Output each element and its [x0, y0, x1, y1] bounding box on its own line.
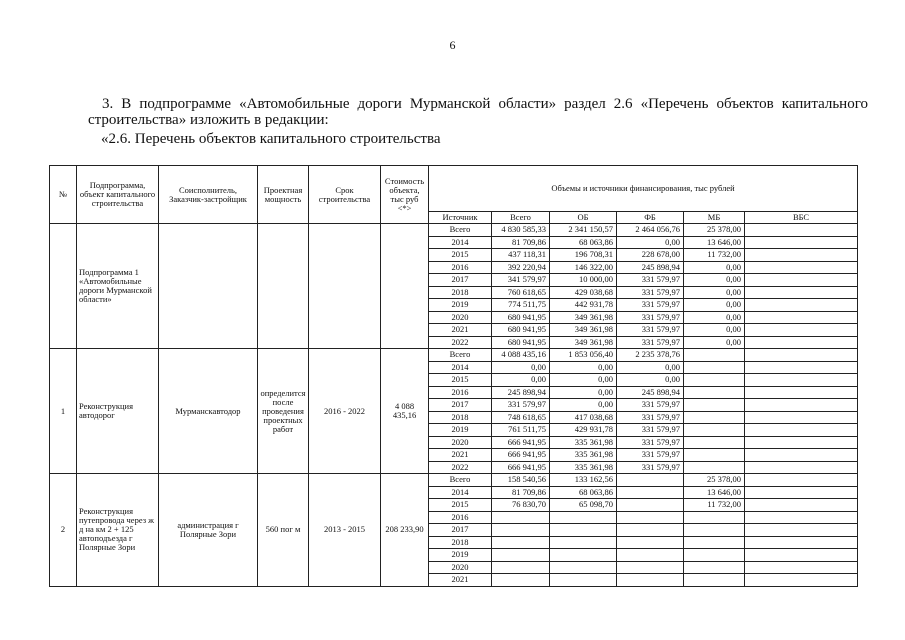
amount-cell: 68 063,86 [550, 236, 617, 249]
amount-cell: 349 361,98 [550, 336, 617, 349]
source-cell: 2016 [429, 511, 492, 524]
project-capacity [258, 224, 309, 349]
amount-cell [745, 436, 858, 449]
amount-cell [684, 349, 745, 362]
amount-cell: 0,00 [684, 324, 745, 337]
amount-cell [684, 449, 745, 462]
amount-cell: 680 941,95 [492, 336, 550, 349]
source-cell: 2017 [429, 274, 492, 287]
amount-cell: 4 830 585,33 [492, 224, 550, 237]
source-cell: 2016 [429, 261, 492, 274]
construction-period: 2013 - 2015 [309, 474, 381, 587]
amount-cell: 680 941,95 [492, 324, 550, 337]
amount-cell: 666 941,95 [492, 449, 550, 462]
source-cell: 2015 [429, 249, 492, 262]
executor-name: Мурманскавтодор [159, 349, 258, 474]
amount-cell: 331 579,97 [617, 449, 684, 462]
amount-cell: 4 088 435,16 [492, 349, 550, 362]
amount-cell [684, 511, 745, 524]
table-row [50, 474, 858, 487]
amount-cell [745, 411, 858, 424]
amount-cell: 0,00 [550, 386, 617, 399]
amount-cell [745, 286, 858, 299]
source-cell: 2014 [429, 486, 492, 499]
amount-cell [684, 549, 745, 562]
amount-cell [745, 474, 858, 487]
amount-cell: 331 579,97 [617, 436, 684, 449]
amount-cell [617, 474, 684, 487]
amount-cell [684, 574, 745, 587]
source-cell: 2018 [429, 536, 492, 549]
amount-cell: 25 378,00 [684, 224, 745, 237]
amount-cell [745, 311, 858, 324]
amount-cell [745, 549, 858, 562]
amount-cell: 0,00 [617, 361, 684, 374]
amount-cell: 0,00 [684, 311, 745, 324]
amount-cell: 76 830,70 [492, 499, 550, 512]
amount-cell: 68 063,86 [550, 486, 617, 499]
amount-cell: 13 646,00 [684, 236, 745, 249]
amendment-paragraph: 3. В подпрограмме «Автомобильные дороги Мурманской области» раздел 2.6 «Перечень объектов капитального строительства» изложить в редакции: [88, 96, 868, 128]
amount-cell: 0,00 [492, 361, 550, 374]
object-name: Реконструкция путепровода через ж д на км 2 + 125 автоподъезда г Полярные Зори [77, 474, 159, 587]
amount-cell: 392 220,94 [492, 261, 550, 274]
amount-cell: 331 579,97 [617, 336, 684, 349]
amount-cell: 146 322,00 [550, 261, 617, 274]
source-cell: 2019 [429, 424, 492, 437]
amount-cell: 331 579,97 [617, 461, 684, 474]
header-cost: Стоимость объекта, тыс руб <*> [381, 166, 429, 224]
amount-cell [745, 461, 858, 474]
amount-cell [492, 549, 550, 562]
amount-cell: 245 898,94 [617, 261, 684, 274]
source-cell: 2020 [429, 561, 492, 574]
source-cell: 2015 [429, 499, 492, 512]
amount-cell: 11 732,00 [684, 249, 745, 262]
source-cell: 2017 [429, 399, 492, 412]
amount-cell: 774 511,75 [492, 299, 550, 312]
amount-cell [684, 411, 745, 424]
amount-cell [492, 536, 550, 549]
amount-cell: 133 162,56 [550, 474, 617, 487]
subheader-cell: ФБ [617, 212, 684, 224]
header-name: Подпрограмма, объект капитального строительства [77, 166, 159, 224]
amount-cell [684, 374, 745, 387]
amount-cell [492, 561, 550, 574]
amount-cell [684, 361, 745, 374]
amount-cell [684, 399, 745, 412]
amount-cell [684, 524, 745, 537]
header-period: Срок строительства [309, 166, 381, 224]
amount-cell: 0,00 [684, 274, 745, 287]
amount-cell: 2 464 056,76 [617, 224, 684, 237]
source-cell: 2018 [429, 286, 492, 299]
source-cell: 2022 [429, 336, 492, 349]
table-row [50, 224, 858, 237]
amount-cell: 429 931,78 [550, 424, 617, 437]
subheader-cell: Всего [492, 212, 550, 224]
amount-cell: 13 646,00 [684, 486, 745, 499]
amount-cell: 666 941,95 [492, 461, 550, 474]
amount-cell: 442 931,78 [550, 299, 617, 312]
amount-cell: 245 898,94 [492, 386, 550, 399]
subheader-cell: МБ [684, 212, 745, 224]
amount-cell [745, 386, 858, 399]
amount-cell: 331 579,97 [617, 424, 684, 437]
amount-cell [617, 486, 684, 499]
subheader-cell: ОБ [550, 212, 617, 224]
object-cost: 4 088 435,16 [381, 349, 429, 474]
amount-cell: 0,00 [684, 261, 745, 274]
amount-cell [617, 499, 684, 512]
executor-name: администрация г Полярные Зори [159, 474, 258, 587]
subheader-cell: Источник [429, 212, 492, 224]
amount-cell: 331 579,97 [492, 399, 550, 412]
amount-cell: 81 709,86 [492, 236, 550, 249]
amount-cell: 331 579,97 [617, 324, 684, 337]
amount-cell [684, 461, 745, 474]
amount-cell: 81 709,86 [492, 486, 550, 499]
amount-cell [550, 574, 617, 587]
amount-cell: 158 540,56 [492, 474, 550, 487]
header-capacity: Проектная мощность [258, 166, 309, 224]
source-cell: 2021 [429, 324, 492, 337]
construction-period [309, 224, 381, 349]
amount-cell [550, 536, 617, 549]
row-number: 2 [50, 474, 77, 587]
amount-cell [550, 524, 617, 537]
project-capacity: определится после проведения проектных работ [258, 349, 309, 474]
amount-cell: 10 000,00 [550, 274, 617, 287]
amount-cell: 437 118,31 [492, 249, 550, 262]
source-cell: 2021 [429, 574, 492, 587]
source-cell: 2020 [429, 436, 492, 449]
amount-cell [745, 249, 858, 262]
amount-cell [745, 274, 858, 287]
header-num: № [50, 166, 77, 224]
row-number [50, 224, 77, 349]
amount-cell [684, 561, 745, 574]
amount-cell [745, 574, 858, 587]
amount-cell [745, 486, 858, 499]
source-cell: Всего [429, 224, 492, 237]
amount-cell: 0,00 [550, 361, 617, 374]
row-number: 1 [50, 349, 77, 474]
amount-cell: 0,00 [684, 336, 745, 349]
amount-cell [745, 361, 858, 374]
header-funding: Объемы и источники финансирования, тыс рублей [429, 166, 858, 212]
amount-cell [617, 524, 684, 537]
amount-cell: 335 361,98 [550, 436, 617, 449]
source-cell: 2014 [429, 361, 492, 374]
amount-cell: 341 579,97 [492, 274, 550, 287]
amount-cell: 748 618,65 [492, 411, 550, 424]
source-cell: Всего [429, 349, 492, 362]
capital-construction-table [49, 165, 858, 587]
source-cell: 2017 [429, 524, 492, 537]
header-executor: Соисполнитель, Заказчик-застройщик [159, 166, 258, 224]
subheader-cell: ВБС [745, 212, 858, 224]
object-name: Подпрограмма 1 «Автомобильные дороги Мурманской области» [77, 224, 159, 349]
amount-cell [745, 236, 858, 249]
object-cost: 208 233,90 [381, 474, 429, 587]
amount-cell [617, 561, 684, 574]
amount-cell: 331 579,97 [617, 286, 684, 299]
amount-cell [492, 511, 550, 524]
amount-cell: 429 038,68 [550, 286, 617, 299]
amount-cell: 0,00 [492, 374, 550, 387]
amount-cell [745, 511, 858, 524]
amount-cell [745, 349, 858, 362]
amount-cell: 417 038,68 [550, 411, 617, 424]
amount-cell: 25 378,00 [684, 474, 745, 487]
amount-cell [684, 436, 745, 449]
amount-cell [492, 524, 550, 537]
amount-cell [745, 374, 858, 387]
amount-cell: 0,00 [617, 236, 684, 249]
source-cell: 2020 [429, 311, 492, 324]
amount-cell [745, 499, 858, 512]
section-title: «2.6. Перечень объектов капитального строительства [101, 131, 441, 147]
amount-cell [745, 224, 858, 237]
amount-cell [617, 574, 684, 587]
amount-cell: 0,00 [550, 399, 617, 412]
amount-cell [684, 536, 745, 549]
table-header-row [50, 166, 858, 212]
object-name: Реконструкция автодорог [77, 349, 159, 474]
source-cell: 2019 [429, 299, 492, 312]
amount-cell: 0,00 [550, 374, 617, 387]
amount-cell [745, 299, 858, 312]
amount-cell [745, 324, 858, 337]
source-cell: Всего [429, 474, 492, 487]
amount-cell: 0,00 [684, 299, 745, 312]
amount-cell: 0,00 [617, 374, 684, 387]
amount-cell: 196 708,31 [550, 249, 617, 262]
amount-cell: 331 579,97 [617, 311, 684, 324]
construction-period: 2016 - 2022 [309, 349, 381, 474]
amount-cell: 331 579,97 [617, 411, 684, 424]
amount-cell [745, 524, 858, 537]
source-cell: 2018 [429, 411, 492, 424]
amount-cell: 666 941,95 [492, 436, 550, 449]
amount-cell: 2 341 150,57 [550, 224, 617, 237]
object-cost [381, 224, 429, 349]
amount-cell: 331 579,97 [617, 274, 684, 287]
amount-cell [745, 261, 858, 274]
amount-cell [550, 549, 617, 562]
amount-cell [745, 424, 858, 437]
amount-cell: 245 898,94 [617, 386, 684, 399]
amount-cell: 331 579,97 [617, 299, 684, 312]
amount-cell: 11 732,00 [684, 499, 745, 512]
amount-cell: 0,00 [684, 286, 745, 299]
amount-cell: 760 618,65 [492, 286, 550, 299]
amount-cell: 761 511,75 [492, 424, 550, 437]
amount-cell: 349 361,98 [550, 311, 617, 324]
executor-name [159, 224, 258, 349]
amount-cell [684, 424, 745, 437]
source-cell: 2022 [429, 461, 492, 474]
table-row [50, 349, 858, 362]
source-cell: 2021 [429, 449, 492, 462]
source-cell: 2016 [429, 386, 492, 399]
amount-cell [684, 386, 745, 399]
amount-cell: 335 361,98 [550, 449, 617, 462]
amount-cell: 1 853 056,40 [550, 349, 617, 362]
amount-cell [745, 561, 858, 574]
amount-cell [550, 511, 617, 524]
source-cell: 2014 [429, 236, 492, 249]
amount-cell: 349 361,98 [550, 324, 617, 337]
amount-cell: 65 098,70 [550, 499, 617, 512]
page-number: 6 [449, 38, 456, 52]
amount-cell [745, 449, 858, 462]
amount-cell: 335 361,98 [550, 461, 617, 474]
amount-cell: 680 941,95 [492, 311, 550, 324]
amount-cell [745, 336, 858, 349]
amount-cell: 228 678,00 [617, 249, 684, 262]
amount-cell: 331 579,97 [617, 399, 684, 412]
amount-cell [550, 561, 617, 574]
amount-cell [745, 536, 858, 549]
source-cell: 2019 [429, 549, 492, 562]
amount-cell: 2 235 378,76 [617, 349, 684, 362]
amount-cell [492, 574, 550, 587]
project-capacity: 560 пог м [258, 474, 309, 587]
amount-cell [745, 399, 858, 412]
amount-cell [617, 511, 684, 524]
source-cell: 2015 [429, 374, 492, 387]
amount-cell [617, 549, 684, 562]
amount-cell [617, 536, 684, 549]
